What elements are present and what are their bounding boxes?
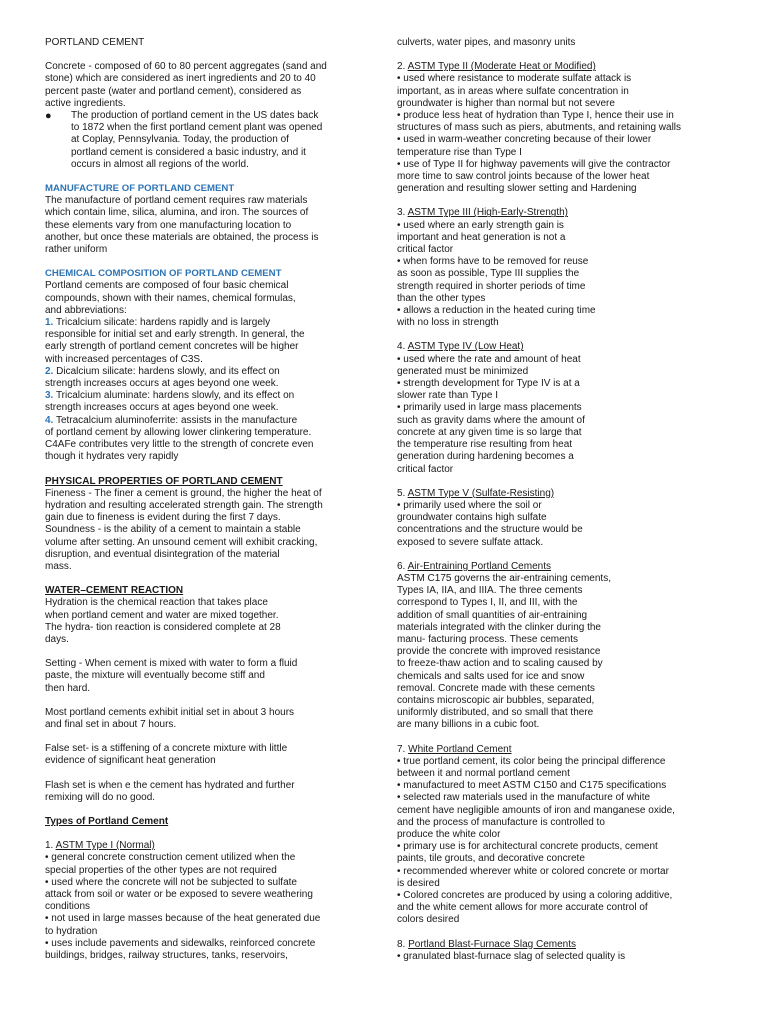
type-8-heading: 8. Portland Blast-Furnace Slag Cements [397, 938, 576, 950]
types-heading: Types of Portland Cement [45, 815, 169, 827]
setting-text: Setting - When cement is mixed with water to form a fluid paste, the mixture will eventually become stiff and then hard. [45, 658, 298, 694]
chem-item-3: 3. Tricalcium aluminate: hardens slowly, and its effect on strength increases occurs at ages beyond one week. [45, 390, 295, 414]
chem-item-2: 2. Dicalcium silicate: hardens slowly, and its effect on strength increases occurs at ages beyond one week. [45, 365, 280, 390]
type-4-text: • used where the rate and amount of heat generated must be minimized • strength development for Type IV is at a slower rate than Type I • primarily used in large mass placements such as gravity dams where the amount of concrete at any given time is so large that the temperature rise resulting from heat generation during hardening becomes a critical factor [397, 353, 585, 475]
manufacture-text: The manufacture of portland cement requires raw materials which contain lime, silica, alumina, and iron. The sources of these elements vary from one manufacturing location to another, but once these materials are obtained, the process is rather uniform [45, 195, 319, 256]
right-column [397, 37, 733, 963]
type-3-heading: 3. ASTM Type III (High-Early-Strength) [397, 207, 568, 219]
type-1-text: • general concrete construction cement utilized when the special properties of the other types are not required • used where the concrete will not be subjected to sulfate attack from soil or water or be exposed to severe weathering conditions • not used in large masses because of the heat generated due to hydration • uses include pavements and sidewalks, reinforced concrete buildings, bridges, railway structures, tanks, reservoirs, [45, 852, 321, 961]
chem-item-1: 1. Tricalcium silicate: hardens rapidly and is largely responsible for initial set and early strength. In general, the early strength of portland cement concretes will be higher with increased percentages of C3S. [45, 317, 305, 365]
chemical-composition-heading: CHEMICAL COMPOSITION OF PORTLAND CEMENT [45, 268, 282, 280]
water-cement-text: Hydration is the chemical reaction that takes place when portland cement and water are mixed together. The hydra- tion reaction is considered complete at 28 days. [45, 597, 281, 645]
type-8-text: • granulated blast-furnace slag of selected quality is [397, 950, 626, 962]
water-cement-heading: WATER–CEMENT REACTION [45, 585, 184, 597]
history-text: The production of portland cement in the US dates back to 1872 when the first portland cement plant was opened at Coplay, Pennsylvania. Today, the production of portland cement is considered a basic industry, and it occurs in almost all regions of the world. [71, 110, 323, 170]
physical-properties-heading: PHYSICAL PROPERTIES OF PORTLAND CEMENT [45, 475, 283, 487]
type-2-heading: 2. ASTM Type II (Moderate Heat or Modified) [397, 61, 596, 73]
type-7-text: • true portland cement, its color being the principal difference between it and normal portland cement • manufactured to meet ASTM C150 and C175 specifications • selected raw materials used in the manufacture of white cement have negligible amounts of iron and manganese oxide, and the process of manufacture is controlled to produce the white color • primary use is for architectural concrete products, cement paints, tile grouts, and decorative concrete • recommended wherever white or colored concrete or mortar is desired • Colored concretes are produced by using a coloring additive, and the white cement allows for more accurate control of colors desired [397, 755, 675, 926]
type-7-heading: 7. White Portland Cement [397, 743, 512, 755]
chem-item-4: 4. Tetracalcium aluminoferrite: assists in the manufacture of portland cement by allowing lower clinkering temperature. C4AFe contributes very little to the strength of concrete even though it hydrates very rapidly [45, 414, 314, 463]
left-column [45, 37, 371, 962]
manufacture-heading: MANUFACTURE OF PORTLAND CEMENT [45, 183, 235, 195]
physical-properties-text: Fineness - The finer a cement is ground, the higher the heat of hydration and resulting accelerated strength gain. The strength gain due to fineness is evident during the first 7 days. Soundness - is the ability of a cement to maintain a stable volume after setting. An unsound cement will exhibit cracking, disruption, and eventual disintegration of the material mass. [45, 487, 323, 572]
doc-title: PORTLAND CEMENT [45, 37, 145, 48]
initial-set-text: Most portland cements exhibit initial set in about 3 hours and final set in about 7 hours. [45, 706, 295, 730]
type-3-text: • used where an early strength gain is important and heat generation is not a critical factor • when forms have to be removed for reuse as soon as possible, Type III supplies the strength required in shorter periods of time than the other types • allows a reduction in the heated curing time with no loss in strength [397, 219, 596, 329]
type-6-text: ASTM C175 governs the air-entraining cements, Types IA, IIA, and IIIA. The three cements correspond to Types I, II, and III, with the addition of small quantities of air-entraining materials integrated with the clinker during the manu- facturing process. These cements provide the concrete with improved resistance to freeze-thaw action and to scaling caused by chemicals and salts used for ice and snow removal. Concrete made with these cements contains microscopic air bubbles, separated, uniformly distributed, and so small that there are many billions in a cubic foot. [397, 572, 611, 731]
history-bullet [45, 110, 371, 171]
false-set-text: False set- is a stiffening of a concrete mixture with little evidence of significant heat generation [45, 743, 288, 767]
type-6-heading: 6. Air-Entraining Portland Cements [397, 560, 551, 572]
type-1-continued: culverts, water pipes, and masonry units [397, 37, 576, 48]
flash-set-text: Flash set is when e the cement has hydrated and further remixing will do no good. [45, 779, 295, 803]
chemical-intro: Portland cements are composed of four basic chemical compounds, shown with their names, chemical formulas, and abbreviations: [45, 280, 296, 316]
type-1-heading: 1. ASTM Type I (Normal) [45, 840, 155, 852]
type-4-heading: 4. ASTM Type IV (Low Heat) [397, 341, 524, 353]
filled-circle-bullet-icon: ● [45, 110, 52, 123]
type-2-text: • used where resistance to moderate sulfate attack is important, as in areas where sulfate concentration in groundwater is higher than normal but not severe • produce less heat of hydration than Type I, hence their use in structures of mass such as piers, abutments, and retaining walls • used in warm-weather concreting because of their lower temperature rise than Type I • use of Type II for highway pavements will give the contractor more time to saw control joints because of the lower heat generation and resulting slower setting and Hardening [397, 73, 682, 195]
type-5-text: • primarily used where the soil or groundwater contains high sulfate concentrations and the structure would be exposed to severe sulfate attack. [397, 499, 583, 548]
concrete-definition: Concrete - composed of 60 to 80 percent aggregates (sand and stone) which are considered as inert ingredients and 20 to 40 percent paste (water and portland cement), considered as active ingredients. [45, 61, 327, 109]
type-5-heading: 5. ASTM Type V (Sulfate-Resisting) [397, 487, 555, 499]
